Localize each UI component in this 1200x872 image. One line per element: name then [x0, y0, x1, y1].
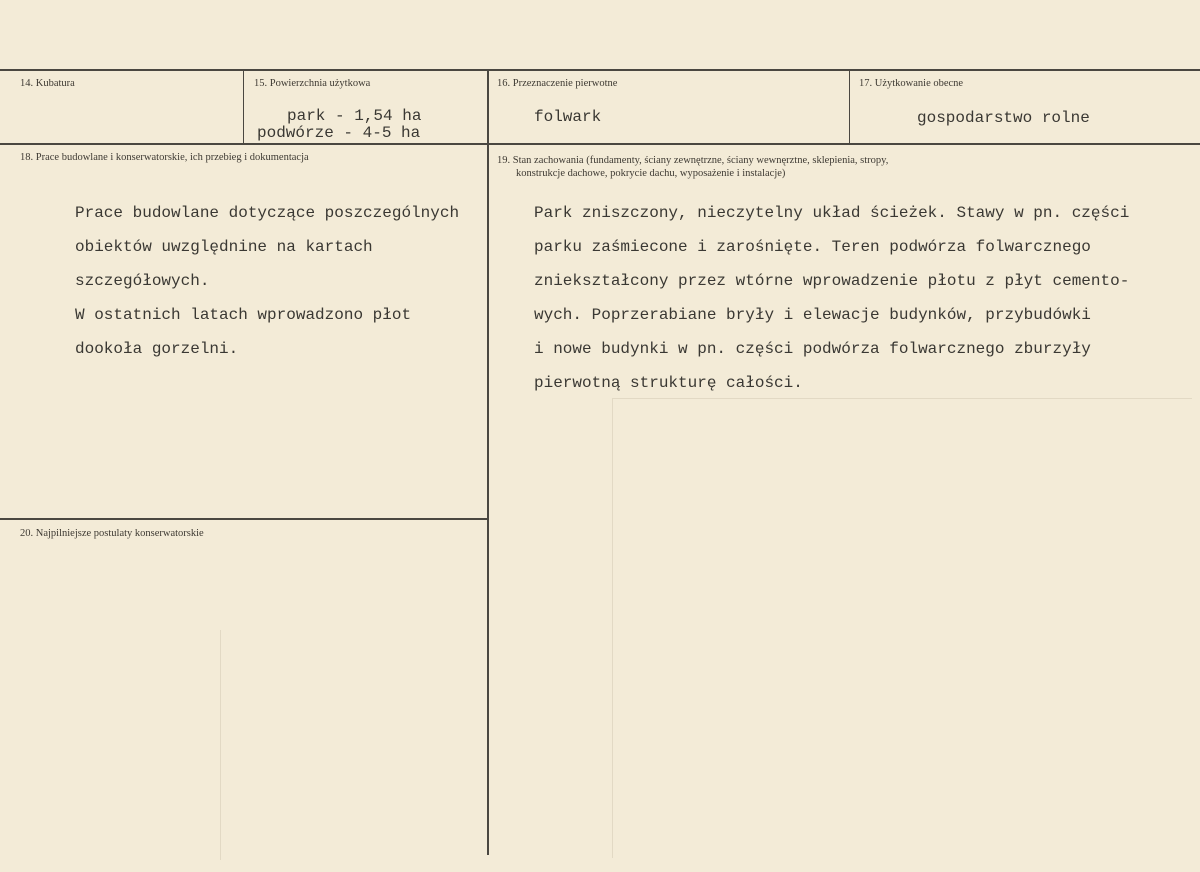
col-rule-1	[243, 69, 244, 144]
field-20-label: 20. Najpilniejsze postulaty konserwatorskie	[20, 528, 204, 539]
field-19-text	[534, 196, 1129, 400]
field-19-line: parku zaśmiecone i zarośnięte. Teren podwórza folwarcznego	[534, 238, 1091, 256]
top-rule	[0, 69, 1200, 71]
row-rule-1	[0, 143, 1200, 145]
field-19-label: 19. Stan zachowania (fundamenty, ściany zewnętrzne, ściany wewnęrztne, sklepienia, stropy,	[497, 155, 889, 166]
field-16-label: 16. Przeznaczenie pierwotne	[497, 78, 618, 89]
field-16-value: folwark	[534, 108, 602, 126]
field-15-label: 15. Powierzchnia użytkowa	[254, 78, 371, 89]
field-18-line: dookoła gorzelni.	[75, 340, 239, 358]
row-rule-2	[0, 518, 488, 520]
field-18-text	[75, 196, 459, 366]
field-15-value-podworze: podwórze - 4-5 ha	[257, 124, 421, 142]
field-18-line: Prace budowlane dotyczące poszczególnych	[75, 204, 460, 222]
field-15-value-park: park - 1,54 ha	[287, 107, 422, 125]
field-19-label-cont: konstrukcje dachowe, pokrycie dachu, wyposażenie i instalacje)	[516, 168, 786, 179]
field-19-line: i nowe budynki w pn. części podwórza folwarcznego zburzyły	[534, 340, 1091, 358]
faint-line	[220, 630, 221, 860]
field-17-label: 17. Użytkowanie obecne	[859, 78, 964, 89]
faint-line	[612, 398, 613, 858]
field-14-label: 14. Kubatura	[20, 78, 75, 89]
field-18-line: szczegółowych.	[75, 272, 210, 290]
field-18-line: W ostatnich latach wprowadzono płot	[75, 306, 412, 324]
col-rule-3	[849, 69, 850, 144]
field-19-line: pierwotną strukturę całości.	[534, 374, 803, 392]
field-19-line: Park zniszczony, nieczytelny układ ścieżek. Stawy w pn. części	[534, 204, 1130, 222]
field-18-label: 18. Prace budowlane i konserwatorskie, ich przebieg i dokumentacja	[20, 152, 309, 163]
field-19-line: wych. Poprzerabiane bryły i elewacje budynków, przybudówki	[534, 306, 1091, 324]
field-19-line: zniekształcony przez wtórne wprowadzenie płotu z płyt cemento-	[534, 272, 1130, 290]
field-18-line: obiektów uwzględnine na kartach	[75, 238, 373, 256]
col-rule-2	[487, 69, 489, 855]
field-17-value: gospodarstwo rolne	[917, 109, 1090, 127]
